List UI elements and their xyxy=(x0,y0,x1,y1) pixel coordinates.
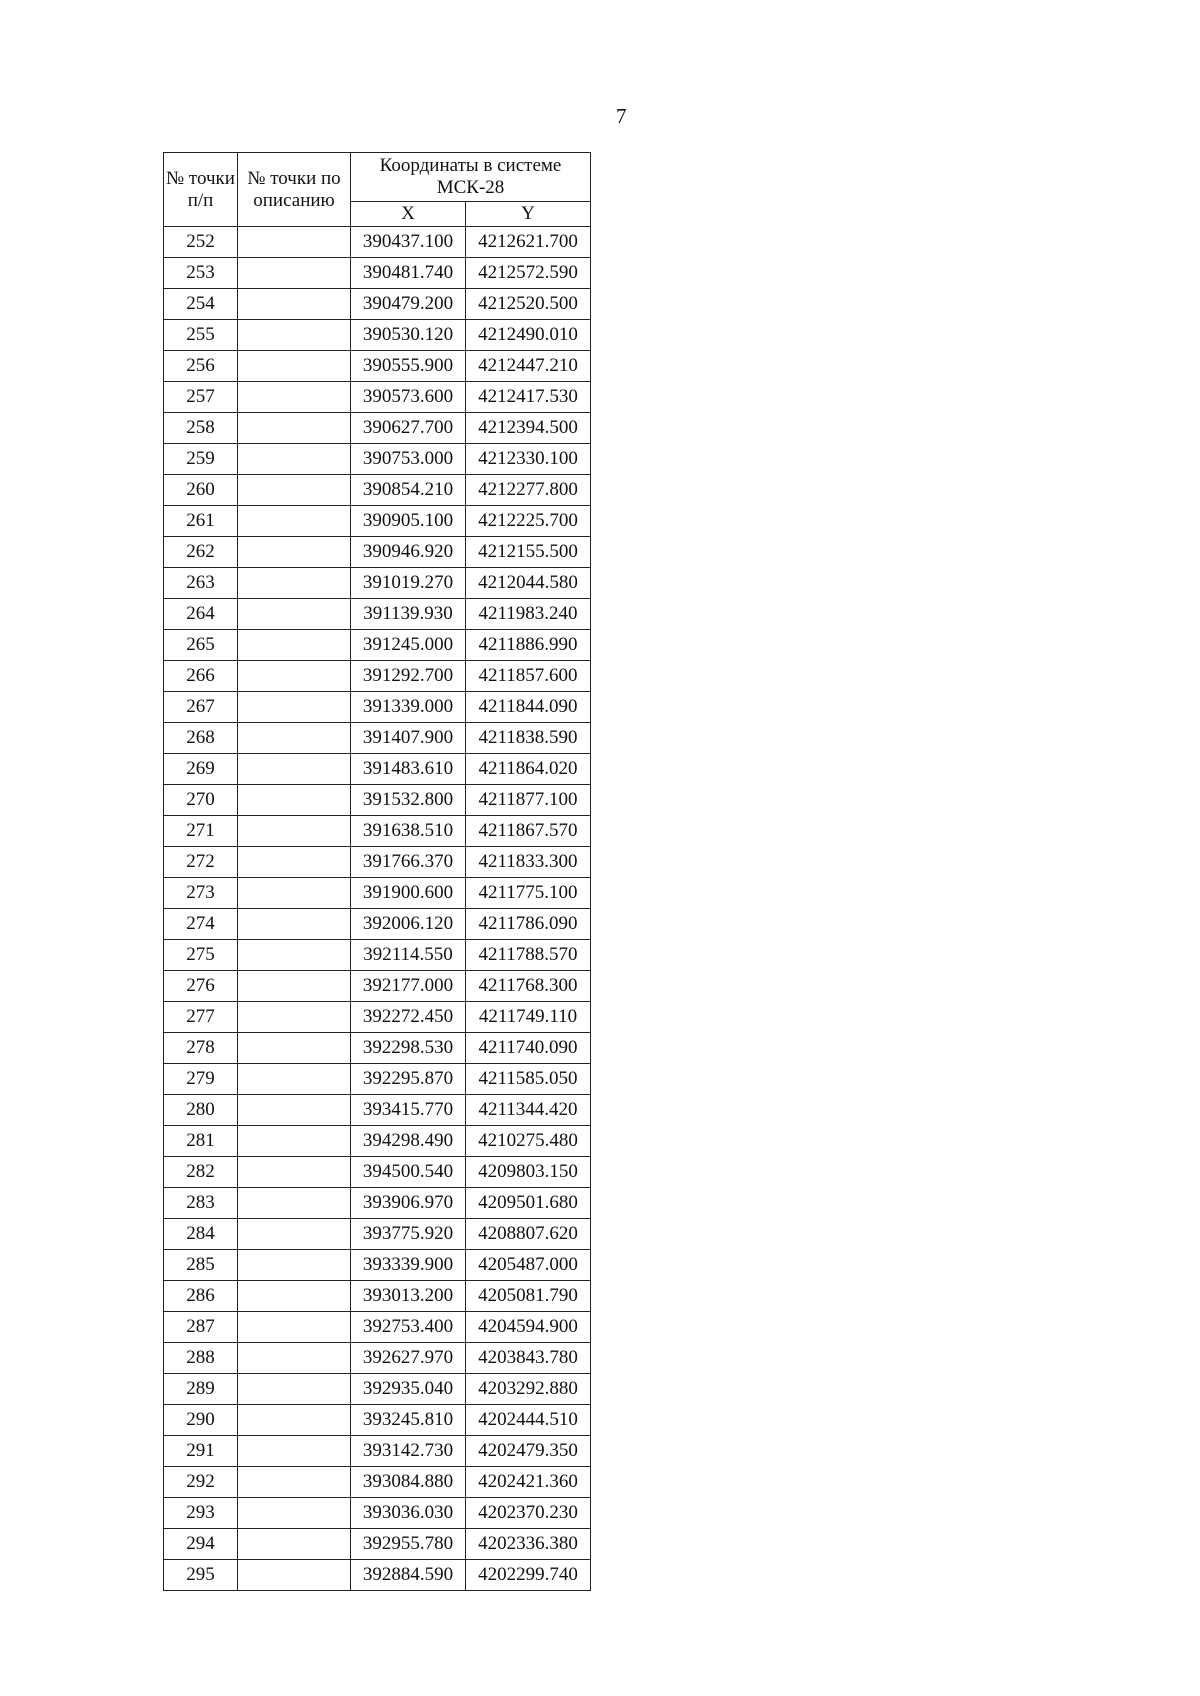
cell-description-point xyxy=(238,847,351,878)
cell-y: 4205081.790 xyxy=(466,1281,591,1312)
cell-y: 4202336.380 xyxy=(466,1529,591,1560)
cell-x: 391638.510 xyxy=(351,816,466,847)
cell-point-no: 284 xyxy=(164,1219,238,1250)
cell-y: 4205487.000 xyxy=(466,1250,591,1281)
header-point-no: № точки п/п xyxy=(164,153,238,227)
header-description-point: № точки по описанию xyxy=(238,153,351,227)
cell-description-point xyxy=(238,413,351,444)
cell-description-point xyxy=(238,1312,351,1343)
cell-point-no: 291 xyxy=(164,1436,238,1467)
table-row xyxy=(164,1002,591,1033)
cell-x: 391339.000 xyxy=(351,692,466,723)
cell-y: 4211344.420 xyxy=(466,1095,591,1126)
cell-y: 4212044.580 xyxy=(466,568,591,599)
table-row xyxy=(164,909,591,940)
table-row xyxy=(164,940,591,971)
cell-point-no: 281 xyxy=(164,1126,238,1157)
cell-point-no: 255 xyxy=(164,320,238,351)
cell-description-point xyxy=(238,258,351,289)
cell-y: 4212447.210 xyxy=(466,351,591,382)
cell-x: 392627.970 xyxy=(351,1343,466,1374)
cell-description-point xyxy=(238,537,351,568)
table-row xyxy=(164,847,591,878)
cell-y: 4211857.600 xyxy=(466,661,591,692)
cell-y: 4211786.090 xyxy=(466,909,591,940)
cell-y: 4209501.680 xyxy=(466,1188,591,1219)
cell-y: 4212417.530 xyxy=(466,382,591,413)
cell-x: 390479.200 xyxy=(351,289,466,320)
table-row xyxy=(164,1529,591,1560)
cell-description-point xyxy=(238,692,351,723)
cell-point-no: 253 xyxy=(164,258,238,289)
table-row xyxy=(164,1312,591,1343)
cell-point-no: 272 xyxy=(164,847,238,878)
cell-x: 394500.540 xyxy=(351,1157,466,1188)
cell-x: 392272.450 xyxy=(351,1002,466,1033)
table-row xyxy=(164,444,591,475)
cell-description-point xyxy=(238,351,351,382)
cell-y: 4211886.990 xyxy=(466,630,591,661)
cell-x: 393142.730 xyxy=(351,1436,466,1467)
cell-x: 393245.810 xyxy=(351,1405,466,1436)
cell-x: 390946.920 xyxy=(351,537,466,568)
cell-point-no: 265 xyxy=(164,630,238,661)
cell-x: 391900.600 xyxy=(351,878,466,909)
cell-point-no: 277 xyxy=(164,1002,238,1033)
cell-point-no: 286 xyxy=(164,1281,238,1312)
cell-y: 4202479.350 xyxy=(466,1436,591,1467)
cell-x: 392006.120 xyxy=(351,909,466,940)
cell-description-point xyxy=(238,1467,351,1498)
cell-y: 4212155.500 xyxy=(466,537,591,568)
cell-point-no: 278 xyxy=(164,1033,238,1064)
table-row xyxy=(164,630,591,661)
table-row xyxy=(164,878,591,909)
cell-point-no: 263 xyxy=(164,568,238,599)
cell-point-no: 293 xyxy=(164,1498,238,1529)
table-row xyxy=(164,692,591,723)
cell-point-no: 258 xyxy=(164,413,238,444)
cell-point-no: 283 xyxy=(164,1188,238,1219)
cell-description-point xyxy=(238,227,351,258)
cell-description-point xyxy=(238,630,351,661)
cell-x: 390437.100 xyxy=(351,227,466,258)
cell-point-no: 254 xyxy=(164,289,238,320)
cell-y: 4202421.360 xyxy=(466,1467,591,1498)
cell-y: 4211833.300 xyxy=(466,847,591,878)
cell-x: 390905.100 xyxy=(351,506,466,537)
cell-point-no: 287 xyxy=(164,1312,238,1343)
cell-x: 393415.770 xyxy=(351,1095,466,1126)
table-row xyxy=(164,661,591,692)
cell-description-point xyxy=(238,1064,351,1095)
table-row xyxy=(164,971,591,1002)
table-row xyxy=(164,1343,591,1374)
table-row xyxy=(164,1157,591,1188)
cell-point-no: 257 xyxy=(164,382,238,413)
cell-point-no: 276 xyxy=(164,971,238,1002)
cell-description-point xyxy=(238,1095,351,1126)
cell-y: 4203292.880 xyxy=(466,1374,591,1405)
cell-x: 393036.030 xyxy=(351,1498,466,1529)
cell-point-no: 264 xyxy=(164,599,238,630)
table-row xyxy=(164,1436,591,1467)
cell-description-point xyxy=(238,568,351,599)
cell-y: 4211844.090 xyxy=(466,692,591,723)
cell-x: 391139.930 xyxy=(351,599,466,630)
cell-y: 4212572.590 xyxy=(466,258,591,289)
cell-point-no: 273 xyxy=(164,878,238,909)
table-row xyxy=(164,754,591,785)
cell-x: 393775.920 xyxy=(351,1219,466,1250)
cell-description-point xyxy=(238,1343,351,1374)
table-row xyxy=(164,599,591,630)
cell-x: 392884.590 xyxy=(351,1560,466,1591)
table-row xyxy=(164,1467,591,1498)
cell-y: 4202299.740 xyxy=(466,1560,591,1591)
cell-y: 4211749.110 xyxy=(466,1002,591,1033)
table-row xyxy=(164,568,591,599)
cell-description-point xyxy=(238,661,351,692)
cell-description-point xyxy=(238,1281,351,1312)
table-row xyxy=(164,1374,591,1405)
cell-y: 4211768.300 xyxy=(466,971,591,1002)
table-row xyxy=(164,1188,591,1219)
cell-point-no: 289 xyxy=(164,1374,238,1405)
table-row xyxy=(164,537,591,568)
cell-y: 4212330.100 xyxy=(466,444,591,475)
cell-description-point xyxy=(238,1498,351,1529)
table-row xyxy=(164,258,591,289)
cell-point-no: 295 xyxy=(164,1560,238,1591)
cell-description-point xyxy=(238,1405,351,1436)
cell-description-point xyxy=(238,599,351,630)
table-row xyxy=(164,785,591,816)
table-row xyxy=(164,382,591,413)
cell-description-point xyxy=(238,382,351,413)
cell-y: 4212277.800 xyxy=(466,475,591,506)
cell-y: 4212520.500 xyxy=(466,289,591,320)
cell-y: 4212225.700 xyxy=(466,506,591,537)
cell-description-point xyxy=(238,1219,351,1250)
cell-description-point xyxy=(238,754,351,785)
table-row xyxy=(164,1281,591,1312)
table-row xyxy=(164,1064,591,1095)
cell-x: 390573.600 xyxy=(351,382,466,413)
cell-description-point xyxy=(238,506,351,537)
cell-point-no: 294 xyxy=(164,1529,238,1560)
table-row xyxy=(164,1219,591,1250)
cell-point-no: 292 xyxy=(164,1467,238,1498)
cell-point-no: 280 xyxy=(164,1095,238,1126)
table-row xyxy=(164,351,591,382)
cell-x: 391532.800 xyxy=(351,785,466,816)
cell-x: 394298.490 xyxy=(351,1126,466,1157)
table-row xyxy=(164,320,591,351)
cell-description-point xyxy=(238,1188,351,1219)
cell-description-point xyxy=(238,1529,351,1560)
cell-point-no: 282 xyxy=(164,1157,238,1188)
cell-point-no: 290 xyxy=(164,1405,238,1436)
cell-y: 4211867.570 xyxy=(466,816,591,847)
header-x: X xyxy=(351,202,466,227)
cell-description-point xyxy=(238,289,351,320)
cell-x: 393013.200 xyxy=(351,1281,466,1312)
table-row xyxy=(164,289,591,320)
cell-x: 391292.700 xyxy=(351,661,466,692)
table-row xyxy=(164,1250,591,1281)
cell-x: 391019.270 xyxy=(351,568,466,599)
cell-y: 4212621.700 xyxy=(466,227,591,258)
cell-x: 391407.900 xyxy=(351,723,466,754)
table-row xyxy=(164,1033,591,1064)
cell-point-no: 261 xyxy=(164,506,238,537)
cell-point-no: 270 xyxy=(164,785,238,816)
cell-y: 4202370.230 xyxy=(466,1498,591,1529)
cell-point-no: 268 xyxy=(164,723,238,754)
table-row xyxy=(164,1498,591,1529)
cell-description-point xyxy=(238,1157,351,1188)
cell-y: 4211740.090 xyxy=(466,1033,591,1064)
cell-x: 390530.120 xyxy=(351,320,466,351)
cell-y: 4202444.510 xyxy=(466,1405,591,1436)
cell-y: 4208807.620 xyxy=(466,1219,591,1250)
cell-x: 390481.740 xyxy=(351,258,466,289)
cell-x: 392114.550 xyxy=(351,940,466,971)
cell-description-point xyxy=(238,444,351,475)
cell-x: 392177.000 xyxy=(351,971,466,1002)
cell-x: 393084.880 xyxy=(351,1467,466,1498)
table-row xyxy=(164,506,591,537)
cell-x: 391245.000 xyxy=(351,630,466,661)
cell-description-point xyxy=(238,971,351,1002)
cell-y: 4211877.100 xyxy=(466,785,591,816)
cell-point-no: 266 xyxy=(164,661,238,692)
coordinates-table xyxy=(163,152,591,1591)
cell-point-no: 279 xyxy=(164,1064,238,1095)
cell-y: 4211775.100 xyxy=(466,878,591,909)
header-y: Y xyxy=(466,202,591,227)
table-row xyxy=(164,475,591,506)
table-header xyxy=(164,153,591,227)
cell-description-point xyxy=(238,1560,351,1591)
cell-point-no: 271 xyxy=(164,816,238,847)
cell-description-point xyxy=(238,909,351,940)
cell-point-no: 259 xyxy=(164,444,238,475)
cell-description-point xyxy=(238,1033,351,1064)
cell-y: 4211788.570 xyxy=(466,940,591,971)
table-row xyxy=(164,413,591,444)
cell-x: 392955.780 xyxy=(351,1529,466,1560)
cell-y: 4212490.010 xyxy=(466,320,591,351)
table-row xyxy=(164,1560,591,1591)
cell-y: 4203843.780 xyxy=(466,1343,591,1374)
cell-point-no: 285 xyxy=(164,1250,238,1281)
cell-description-point xyxy=(238,320,351,351)
cell-y: 4211983.240 xyxy=(466,599,591,630)
table-row xyxy=(164,1095,591,1126)
cell-point-no: 269 xyxy=(164,754,238,785)
page-number: 7 xyxy=(616,104,627,128)
table-row xyxy=(164,1405,591,1436)
cell-description-point xyxy=(238,1374,351,1405)
cell-description-point xyxy=(238,785,351,816)
table-row xyxy=(164,1126,591,1157)
cell-x: 393906.970 xyxy=(351,1188,466,1219)
cell-x: 393339.900 xyxy=(351,1250,466,1281)
cell-y: 4204594.900 xyxy=(466,1312,591,1343)
table-row xyxy=(164,723,591,754)
cell-description-point xyxy=(238,940,351,971)
cell-description-point xyxy=(238,1250,351,1281)
cell-description-point xyxy=(238,1002,351,1033)
cell-x: 392935.040 xyxy=(351,1374,466,1405)
cell-y: 4211838.590 xyxy=(466,723,591,754)
cell-point-no: 256 xyxy=(164,351,238,382)
cell-point-no: 252 xyxy=(164,227,238,258)
cell-description-point xyxy=(238,1436,351,1467)
cell-x: 392753.400 xyxy=(351,1312,466,1343)
cell-description-point xyxy=(238,1126,351,1157)
cell-y: 4210275.480 xyxy=(466,1126,591,1157)
cell-description-point xyxy=(238,878,351,909)
cell-y: 4211585.050 xyxy=(466,1064,591,1095)
cell-x: 390627.700 xyxy=(351,413,466,444)
cell-y: 4212394.500 xyxy=(466,413,591,444)
cell-y: 4209803.150 xyxy=(466,1157,591,1188)
cell-point-no: 288 xyxy=(164,1343,238,1374)
cell-x: 390854.210 xyxy=(351,475,466,506)
cell-point-no: 260 xyxy=(164,475,238,506)
cell-point-no: 267 xyxy=(164,692,238,723)
cell-x: 392298.530 xyxy=(351,1033,466,1064)
cell-description-point xyxy=(238,723,351,754)
cell-x: 390555.900 xyxy=(351,351,466,382)
cell-description-point xyxy=(238,816,351,847)
cell-point-no: 275 xyxy=(164,940,238,971)
cell-point-no: 262 xyxy=(164,537,238,568)
table-row xyxy=(164,816,591,847)
cell-x: 390753.000 xyxy=(351,444,466,475)
cell-y: 4211864.020 xyxy=(466,754,591,785)
cell-x: 392295.870 xyxy=(351,1064,466,1095)
table-row xyxy=(164,227,591,258)
header-coordinates-system: Координаты в системе МСК-28 xyxy=(351,153,591,202)
cell-x: 391483.610 xyxy=(351,754,466,785)
cell-point-no: 274 xyxy=(164,909,238,940)
cell-description-point xyxy=(238,475,351,506)
table-body xyxy=(164,227,591,1591)
cell-x: 391766.370 xyxy=(351,847,466,878)
